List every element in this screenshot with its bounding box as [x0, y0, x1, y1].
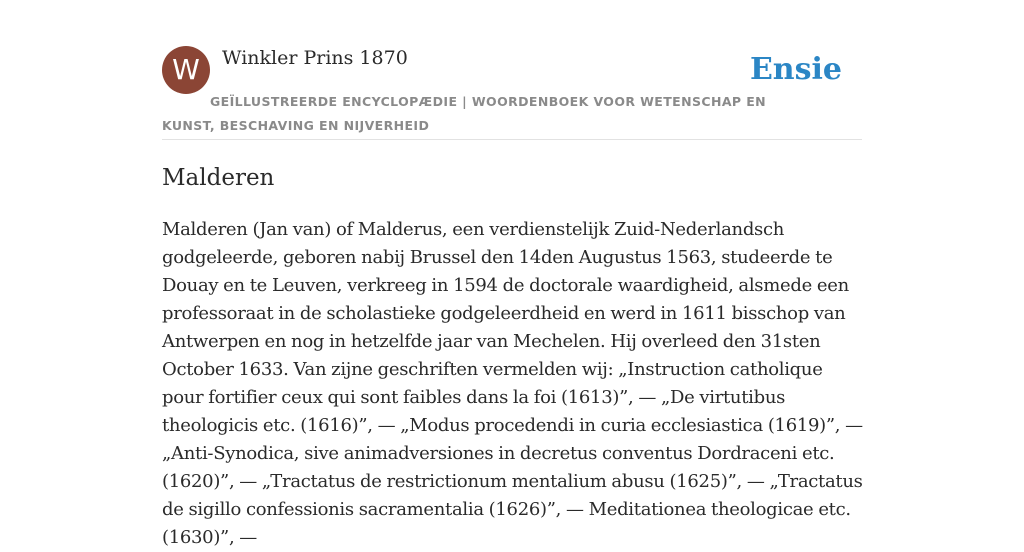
source-avatar[interactable]: W: [162, 46, 210, 94]
source-name-link[interactable]: Winkler Prins 1870: [222, 47, 408, 69]
ensie-logo[interactable]: Ensie: [749, 52, 842, 87]
source-subtitle: GEÏLLUSTREERDE ENCYCLOPÆDIE | WOORDENBOEK VOOR WETENSCHAP EN KUNST, BESCHAVING EN NIJVERHEID: [162, 94, 767, 133]
article-title: Malderen: [162, 165, 275, 191]
article-body: Malderen (Jan van) of Malderus, een verdienstelijk Zuid-Nederlandsch godgeleerde, geboren nabij Brussel den 14den Augustus 1563, studeerde te Douay en te Leuven, verkreeg in 1594 de doctorale waardigheid, alsmede een professoraat in de scholastieke godgeleerdheid en werd in 1611 bisschop van Antwerpen en nog in hetzelfde jaar van Mechelen. Hij overleed den 31sten October 1633. Van zijne geschriften vermelden wij: „Instruction catholique pour fortifier ceux qui sont faibles dans la foi (1613)”, — „De virtutibus theologicis etc. (1616)”, — „Modus procedendi in curia ecclesiastica (1619)”, — „Anti-Synodica, sive animadversiones in decretus conventus Dordraceni etc. (1620)”, — „Tractatus de restrictionum mentalium abusu (1625)”, — „Tractatus de sigillo confessionis sacramentalia (1626)”, — Meditationea theologicae etc. (1630)”, —: [162, 219, 863, 548]
header-divider: [162, 139, 862, 140]
